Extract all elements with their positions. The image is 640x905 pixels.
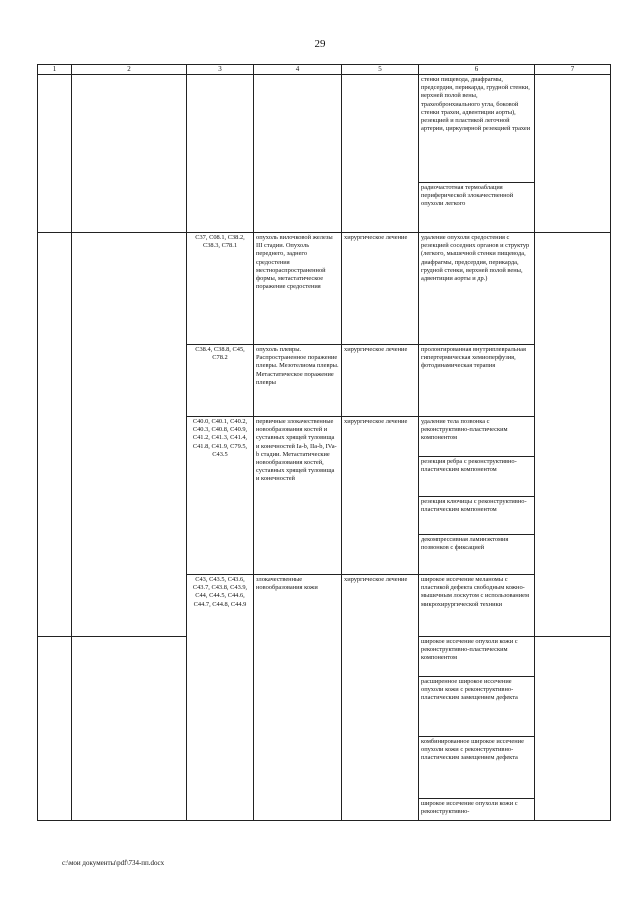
method-cell: расширенное широкое иссечение опухоли кожи с реконструктивно-пластическим замещением дефекта (419, 677, 535, 737)
treatment-cell: хирургическое лечение (342, 417, 419, 575)
group-number-cell (38, 75, 72, 233)
group-name-cell (72, 75, 187, 233)
icd-codes-cell: C37, C08.1, C38.2, C38.3, C78.1 (187, 233, 254, 345)
group-number-cell (38, 637, 72, 821)
table-row (38, 233, 611, 345)
method-cell: резекция ребра с реконструктивно-пластическим компонентом (419, 457, 535, 497)
method-cell: широкое иссечение опухоли кожи с реконструктивно-пластическим компонентом (419, 637, 535, 677)
column-number: 6 (419, 65, 535, 75)
method-cell: широкое иссечение опухоли кожи с реконструктивно- (419, 799, 535, 821)
method-cell: широкое иссечение меланомы с пластикой дефекта свободным кожно-мышечным лоскутом с использованием микрохирургической техники (419, 575, 535, 637)
column-number-row (38, 65, 611, 75)
method-cell: радиочастотная термоаблация периферической злокачественной опухоли легкого (419, 183, 535, 233)
cost-cell (535, 637, 611, 821)
treatment-cell: хирургическое лечение (342, 575, 419, 821)
page-number: 29 (314, 38, 326, 50)
method-cell: удаление тела позвонка с реконструктивно-пластическим компонентом (419, 417, 535, 457)
column-number: 1 (38, 65, 72, 75)
column-number: 5 (342, 65, 419, 75)
column-number: 4 (254, 65, 342, 75)
footer-file-path: c:\мои документы\pdf\734-пп.docx (62, 859, 165, 867)
treatment-cell: хирургическое лечение (342, 345, 419, 417)
table-row (38, 75, 611, 183)
procedures-table (37, 64, 611, 821)
diagnosis-cell: опухоль вилочковой железы III стадии. Опухоль переднего, заднего средостения местнораспространенной формы, метастатическое поражение средостения (254, 233, 342, 345)
method-cell: пролонгированная внутриплевральная гипертермическая хемиоперфузия, фотодинамическая терапия (419, 345, 535, 417)
column-number: 3 (187, 65, 254, 75)
column-number: 2 (72, 65, 187, 75)
diagnosis-cell: злокачественные новообразования кожи (254, 575, 342, 821)
icd-codes-cell: C40.0, C40.1, C40.2, C40.3, C40.8, C40.9, C41.2, C41.3, C41.4, C41.8, C41.9, C79.5, C43.5 (187, 417, 254, 575)
icd-codes-cell: C38.4, C38.8, C45, C78.2 (187, 345, 254, 417)
diagnosis-cell (254, 75, 342, 233)
method-cell: стенки пищевода, диафрагмы, предсердия, перикарда, грудной стенки, верхней полой вены, трахеобронхиального угла, боковой стенки трахеи, адвентиции аорты), резекцией и пластикой легочной артерии, циркулярной резекцией трахеи (419, 75, 535, 183)
cost-cell (535, 75, 611, 233)
treatment-cell (342, 75, 419, 233)
group-name-cell (72, 233, 187, 637)
treatment-cell: хирургическое лечение (342, 233, 419, 345)
diagnosis-cell: опухоль плевры. Распространенное поражение плевры. Мезотелиома плевры. Метастатическое поражение плевры (254, 345, 342, 417)
icd-codes-cell: C43, C43.5, C43.6, C43.7, C43.8, C43.9, C44, C44.5, C44.6, C44.7, C44.8, C44.9 (187, 575, 254, 821)
method-cell: резекция ключицы с реконструктивно-пластическим компонентом (419, 497, 535, 535)
diagnosis-cell: первичные злокачественные новообразования костей и суставных хрящей туловища и конечностей Ia-b, IIa-b, IVa-b стадии. Метастатические новообразования костей, суставных хрящей туловища и конечностей (254, 417, 342, 575)
method-cell: декомпрессивная ламинэктомия позвонков с фиксацией (419, 535, 535, 575)
method-cell: удаление опухоли средостения с резекцией соседних органов и структур (легкого, мышечной стенки пищевода, диафрагмы, предсердия, перикарда, грудной стенки, верхней полой вены, адвентиции аорты и др.) (419, 233, 535, 345)
group-number-cell (38, 233, 72, 637)
method-cell: комбинированное широкое иссечение опухоли кожи с реконструктивно-пластическим замещением дефекта (419, 737, 535, 799)
icd-codes-cell (187, 75, 254, 233)
column-number: 7 (535, 65, 611, 75)
group-name-cell (72, 637, 187, 821)
cost-cell (535, 233, 611, 637)
